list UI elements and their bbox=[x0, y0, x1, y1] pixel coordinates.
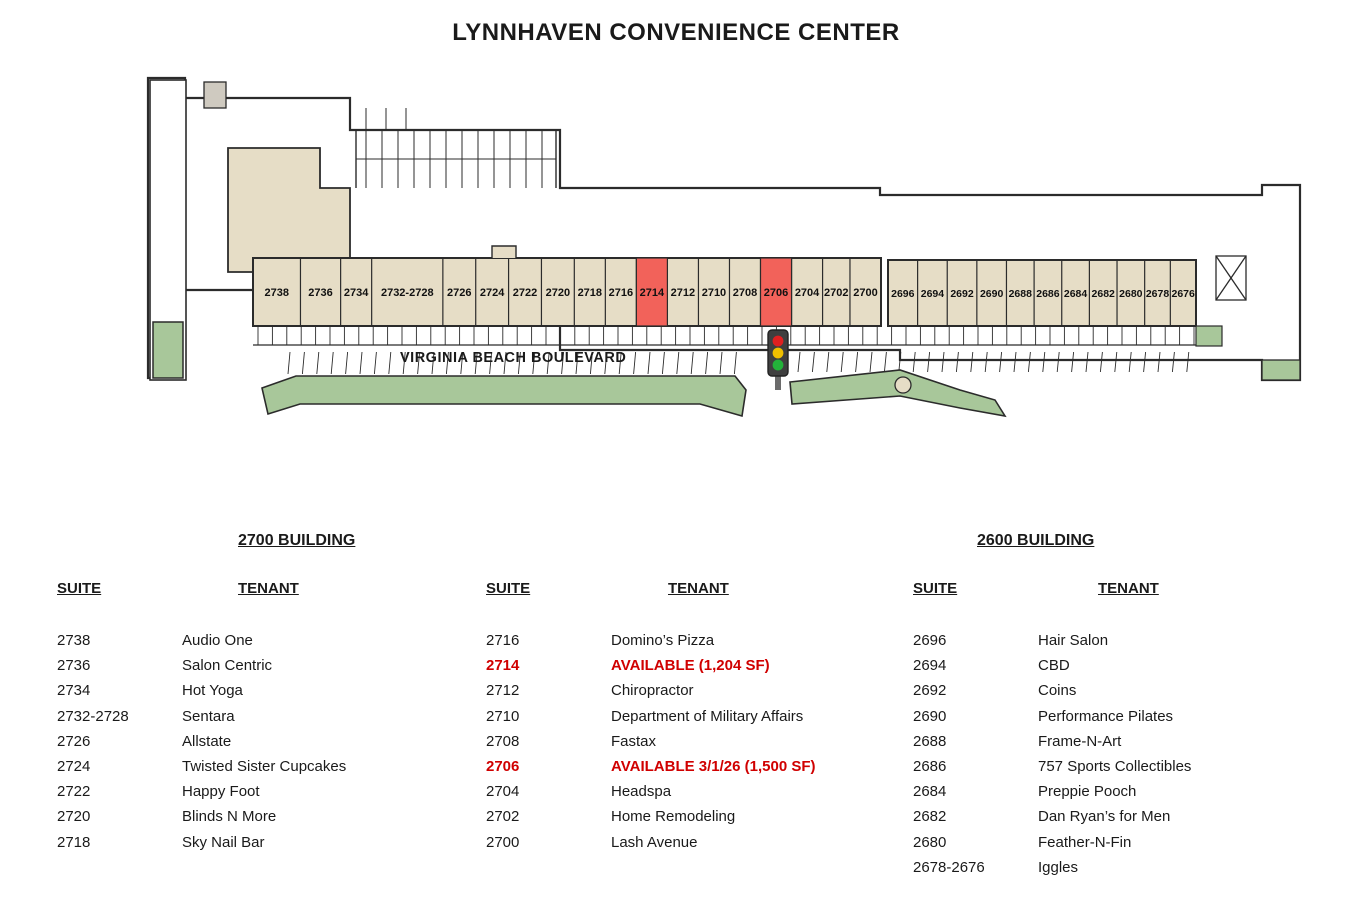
tenant-row bbox=[913, 754, 1191, 779]
map-suite-label-2714: 2714 bbox=[639, 287, 665, 299]
tenant-name: Preppie Pooch bbox=[1038, 783, 1137, 801]
map-suite-label-2678: 2678 bbox=[1145, 288, 1170, 300]
tenant-name: Audio One bbox=[182, 632, 253, 649]
tenant-row bbox=[57, 729, 346, 754]
map-suite-label-2724: 2724 bbox=[479, 287, 505, 299]
tenant-name: Feather-N-Fin bbox=[1038, 833, 1132, 851]
tenant-name: Lash Avenue bbox=[611, 833, 698, 851]
suite-number: 2690 bbox=[913, 707, 947, 725]
road-label-virginia-beach-blvd: VIRGINIA BEACH BOULEVARD bbox=[400, 350, 627, 366]
tenant-row bbox=[486, 628, 816, 653]
suite-number: 2702 bbox=[486, 808, 520, 826]
tenant-row bbox=[57, 779, 346, 804]
tenant-name: Iggles bbox=[1038, 858, 1079, 876]
suite-number: 2680 bbox=[913, 833, 947, 851]
tenant-name: Salon Centric bbox=[182, 657, 273, 675]
tenant-name: Allstate bbox=[182, 732, 232, 750]
suite-number: 2688 bbox=[913, 732, 947, 750]
tenant-row bbox=[913, 804, 1191, 829]
suite-number: 2732-2728 bbox=[57, 707, 129, 725]
tenant-row bbox=[486, 729, 816, 754]
suite-number: 2694 bbox=[913, 657, 947, 675]
tenant-list-2700-a bbox=[57, 628, 346, 855]
building-2700 bbox=[253, 246, 881, 326]
col-head-tenant-2: TENANT bbox=[668, 580, 729, 597]
tenant-row bbox=[57, 804, 346, 829]
col-head-suite-3: SUITE bbox=[913, 580, 958, 597]
suite-number: 2734 bbox=[57, 682, 91, 700]
tenant-row bbox=[913, 653, 1191, 678]
tenant-name: Headspa bbox=[611, 783, 672, 801]
tenant-list-2700-b bbox=[486, 628, 816, 855]
suite-number: 2722 bbox=[57, 783, 91, 801]
heading-2600-building: 2600 BUILDING bbox=[977, 532, 1095, 549]
map-suite-label-2736: 2736 bbox=[308, 287, 333, 299]
tenant-name: Home Remodeling bbox=[611, 808, 736, 826]
tenant-list-2600 bbox=[913, 628, 1191, 880]
tenant-row bbox=[486, 678, 816, 703]
landscape-medians bbox=[262, 370, 1005, 416]
suite-number: 2724 bbox=[57, 757, 91, 775]
map-suite-label-2718: 2718 bbox=[577, 287, 603, 299]
map-suite-label-2692: 2692 bbox=[950, 288, 974, 300]
tenant-row bbox=[57, 704, 346, 729]
suite-number: 2696 bbox=[913, 632, 947, 649]
map-suite-label-2684: 2684 bbox=[1063, 288, 1088, 300]
tenant-name: Performance Pilates bbox=[1038, 707, 1174, 725]
tenant-name: Blinds N More bbox=[182, 808, 277, 826]
tenant-row bbox=[913, 855, 1191, 880]
suite-number: 2708 bbox=[486, 732, 520, 750]
map-suite-label-2738: 2738 bbox=[264, 287, 289, 299]
map-suite-label-2700: 2700 bbox=[853, 287, 878, 299]
north-parking-rows bbox=[356, 108, 556, 188]
site-plan-svg bbox=[0, 60, 1352, 450]
map-suite-label-2716: 2716 bbox=[608, 287, 634, 299]
page-title: LYNNHAVEN CONVENIENCE CENTER bbox=[452, 19, 900, 46]
suite-number: 2736 bbox=[57, 657, 91, 675]
tenant-name: Hot Yoga bbox=[182, 682, 243, 700]
col-head-suite-2: SUITE bbox=[486, 580, 531, 597]
tenant-row bbox=[486, 704, 816, 729]
suite-number: 2714 bbox=[486, 657, 520, 675]
map-suite-label-2722: 2722 bbox=[512, 287, 538, 299]
tenant-name: Hair Salon bbox=[1038, 632, 1109, 649]
map-suite-label-2688: 2688 bbox=[1008, 288, 1032, 300]
tenant-row bbox=[913, 678, 1191, 703]
suite-number: 2720 bbox=[57, 808, 91, 826]
east-detail bbox=[1216, 256, 1300, 380]
tenant-name: CBD bbox=[1038, 657, 1070, 675]
heading-2700-building: 2700 BUILDING bbox=[238, 532, 356, 549]
suite-number: 2686 bbox=[913, 757, 947, 775]
map-suite-label-2720: 2720 bbox=[545, 287, 571, 299]
availability-label: AVAILABLE (1,204 SF) bbox=[611, 657, 770, 675]
tenant-name: Dan Ryan’s for Men bbox=[1038, 808, 1171, 826]
map-suite-label-2710: 2710 bbox=[701, 287, 727, 299]
map-suite-label-2704: 2704 bbox=[794, 287, 820, 299]
tenant-name: Coins bbox=[1038, 682, 1077, 700]
suite-number: 2738 bbox=[57, 632, 91, 649]
tenant-row bbox=[57, 754, 346, 779]
map-suite-label-2690: 2690 bbox=[979, 288, 1004, 300]
suite-number: 2726 bbox=[57, 732, 91, 750]
tenant-row bbox=[57, 628, 346, 653]
suite-number: 2710 bbox=[486, 707, 520, 725]
tenant-row bbox=[913, 729, 1191, 754]
map-suite-label-2702: 2702 bbox=[824, 287, 849, 299]
map-suite-label-2682: 2682 bbox=[1091, 288, 1115, 300]
map-suite-label-2708: 2708 bbox=[732, 287, 758, 299]
map-suite-label-2686: 2686 bbox=[1036, 288, 1060, 300]
tenant-row bbox=[486, 804, 816, 829]
tenant-row bbox=[913, 830, 1191, 855]
tenant-row bbox=[486, 754, 816, 779]
tenant-name: Department of Military Affairs bbox=[611, 707, 804, 725]
tenant-row bbox=[57, 678, 346, 703]
tenant-name: Domino’s Pizza bbox=[611, 632, 715, 649]
suite-number: 2718 bbox=[57, 833, 91, 851]
suite-number: 2716 bbox=[486, 632, 520, 649]
map-suite-label-2726: 2726 bbox=[447, 287, 472, 299]
tenant-name: Fastax bbox=[611, 732, 657, 750]
suite-number: 2692 bbox=[913, 682, 947, 700]
tenant-row bbox=[57, 653, 346, 678]
tenant-name: Chiropractor bbox=[611, 682, 694, 700]
suite-number: 2704 bbox=[486, 783, 520, 801]
landscape-island-west bbox=[153, 322, 183, 378]
suite-number: 2684 bbox=[913, 783, 947, 801]
tenant-name: Sentara bbox=[182, 707, 235, 725]
suite-number: 2682 bbox=[913, 808, 947, 826]
tenant-row bbox=[913, 704, 1191, 729]
map-suite-label-2732-2728: 2732-2728 bbox=[380, 287, 434, 299]
map-suite-label-2676: 2676 bbox=[1171, 288, 1195, 300]
suite-number: 2706 bbox=[486, 757, 520, 775]
site-plan-map bbox=[0, 60, 1352, 450]
col-head-tenant-3: TENANT bbox=[1098, 580, 1159, 597]
col-head-tenant-1: TENANT bbox=[238, 580, 299, 597]
tenant-name: 757 Sports Collectibles bbox=[1038, 757, 1192, 775]
map-suite-label-2696: 2696 bbox=[891, 288, 915, 300]
utility-box bbox=[204, 82, 226, 108]
suite-number: 2678-2676 bbox=[913, 858, 985, 876]
map-suite-label-2734: 2734 bbox=[343, 287, 369, 299]
building-wing-west bbox=[228, 148, 350, 272]
tenant-row bbox=[57, 830, 346, 855]
tenant-row bbox=[913, 628, 1191, 653]
map-suite-label-2694: 2694 bbox=[920, 288, 945, 300]
tenant-name: Twisted Sister Cupcakes bbox=[182, 757, 347, 775]
tenant-row bbox=[486, 830, 816, 855]
map-suite-label-2680: 2680 bbox=[1119, 288, 1143, 300]
tenant-name: Happy Foot bbox=[182, 783, 260, 801]
tenant-row bbox=[486, 653, 816, 678]
tenant-row bbox=[486, 779, 816, 804]
availability-label: AVAILABLE 3/1/26 (1,500 SF) bbox=[611, 757, 816, 775]
tenant-row bbox=[913, 779, 1191, 804]
suite-number: 2712 bbox=[486, 682, 520, 700]
map-suite-label-2712: 2712 bbox=[670, 287, 696, 299]
suite-number: 2700 bbox=[486, 833, 520, 851]
building-2600 bbox=[888, 260, 1222, 346]
tenant-name: Sky Nail Bar bbox=[182, 833, 265, 851]
col-head-suite-1: SUITE bbox=[57, 580, 102, 597]
tenant-name: Frame-N-Art bbox=[1038, 732, 1122, 750]
map-suite-label-2706: 2706 bbox=[763, 287, 789, 299]
traffic-light-icon bbox=[764, 328, 792, 390]
